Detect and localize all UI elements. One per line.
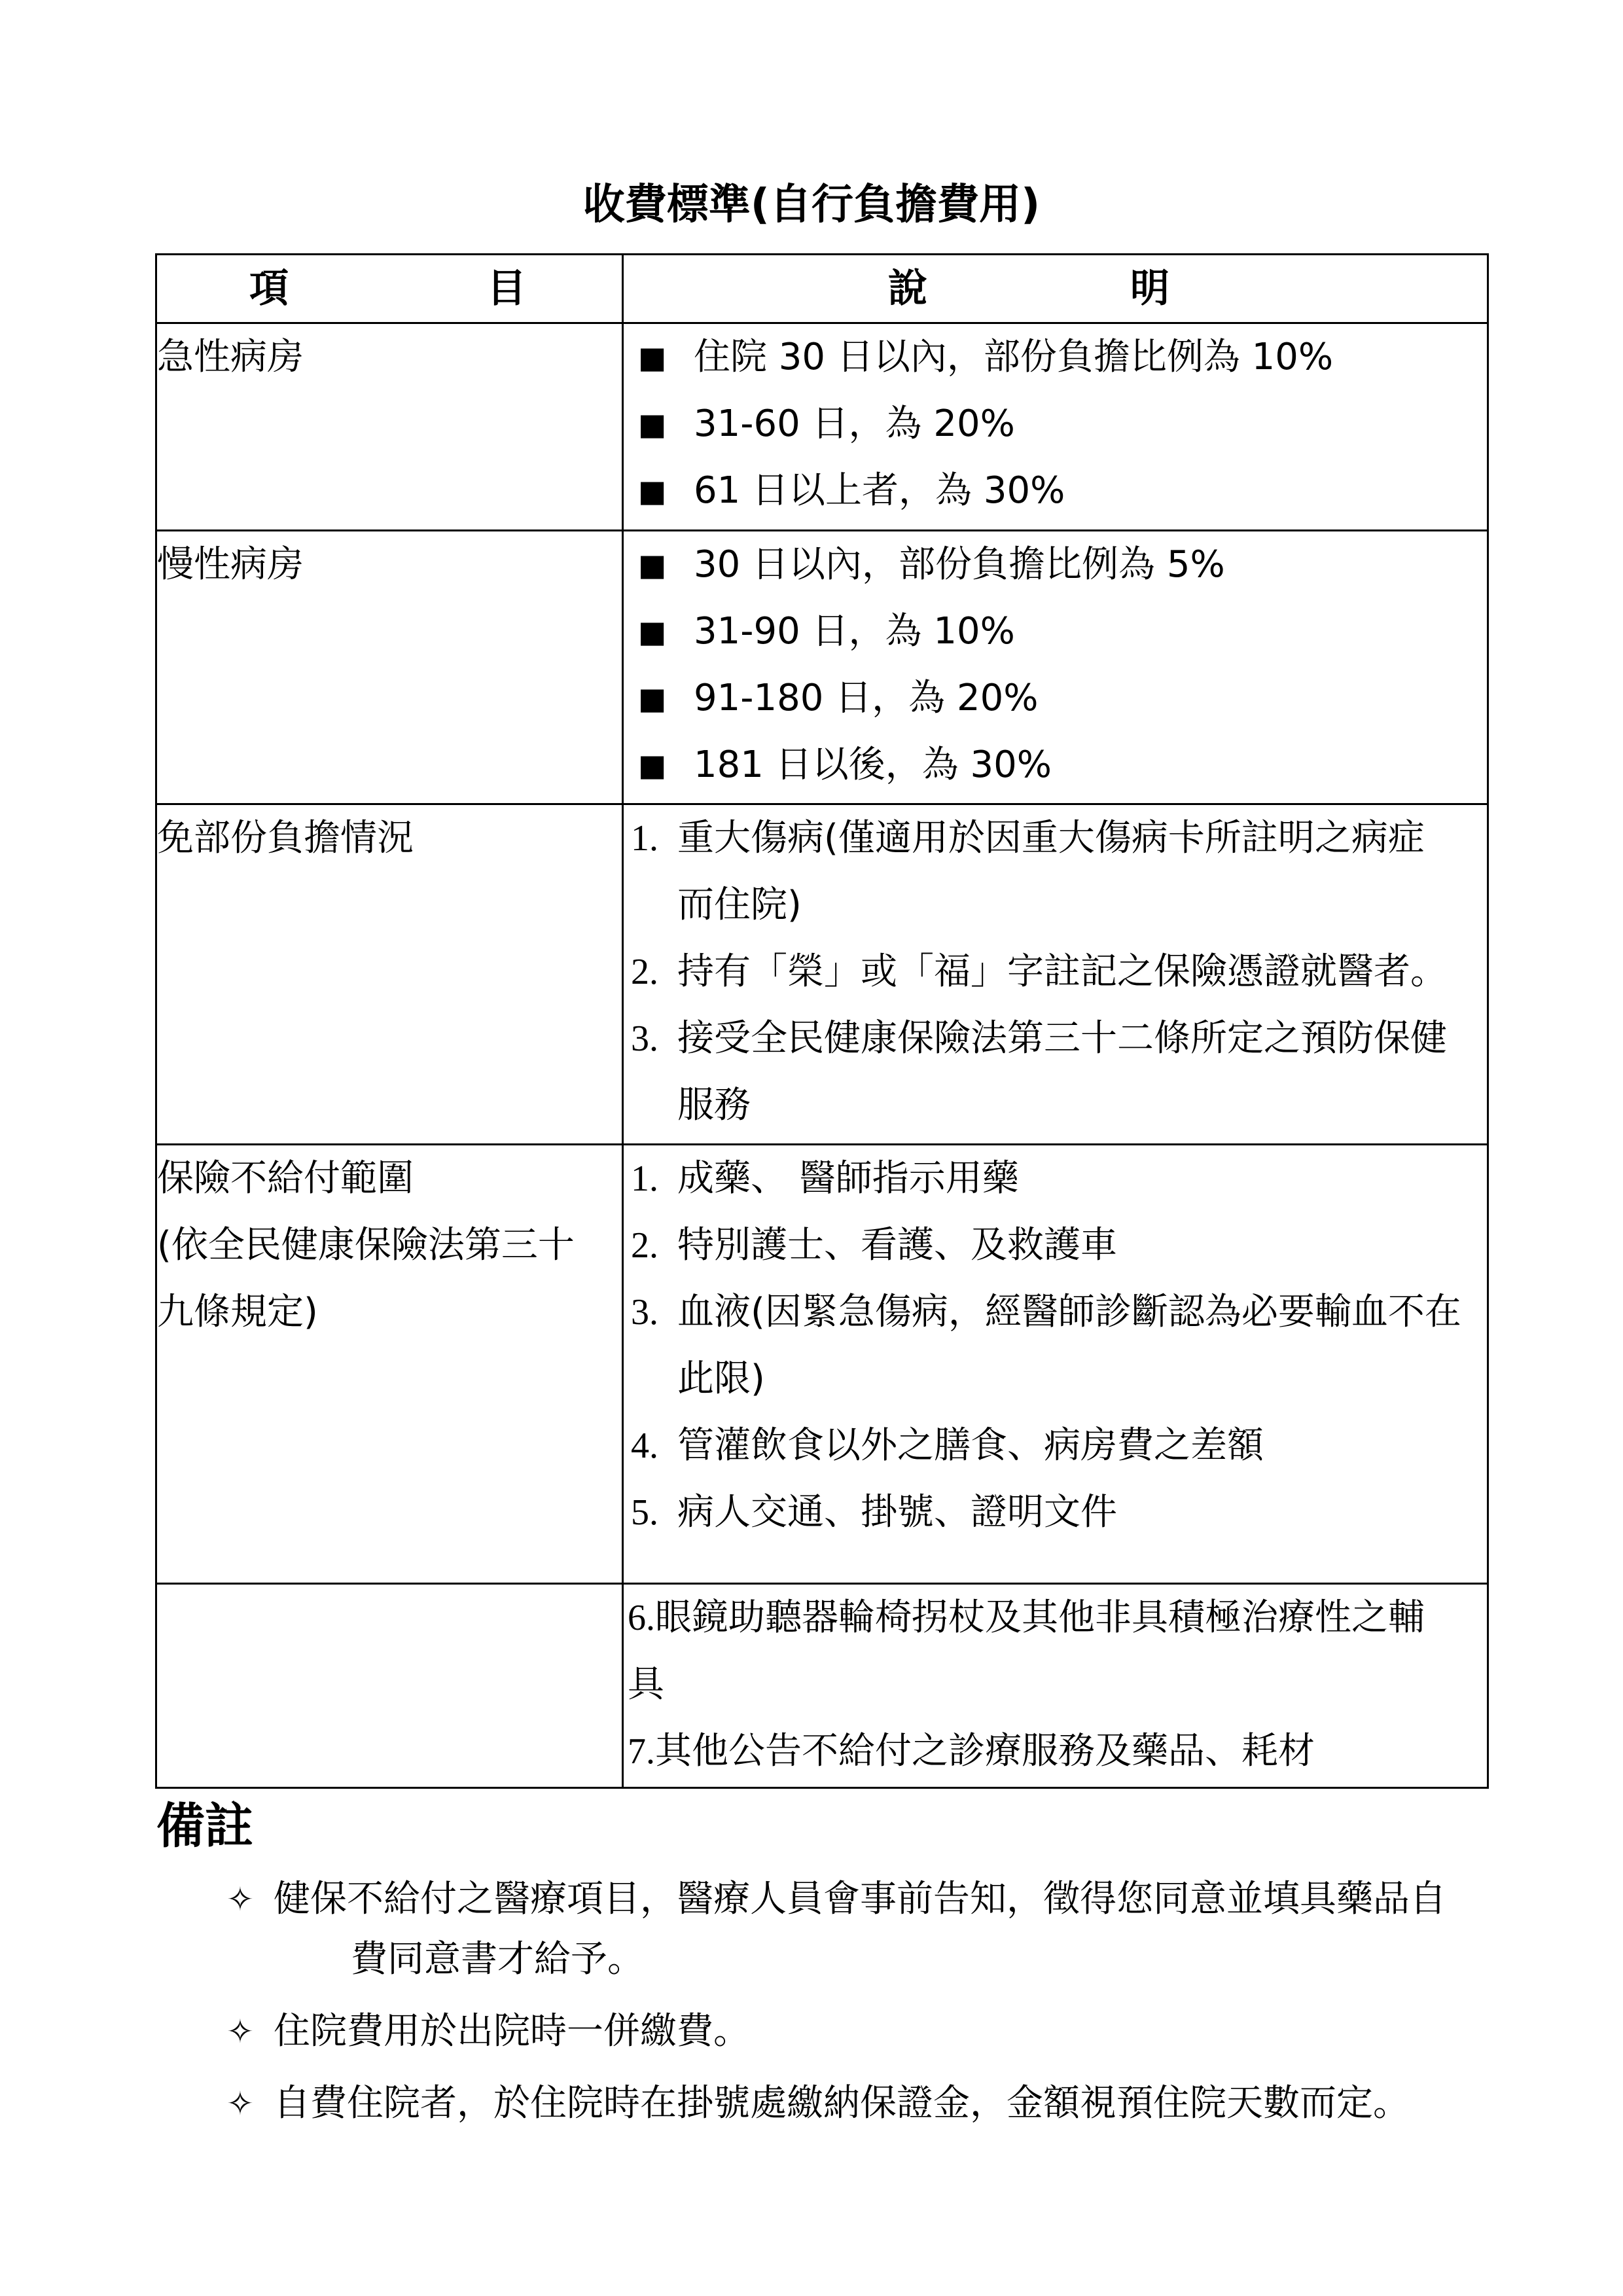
list-item-text: 91-180 日，為 20% (694, 677, 1039, 719)
list-item-text: 住院 30 日以內，部份負擔比例為 10% (694, 336, 1334, 378)
row-description (623, 531, 1488, 804)
list-item-text: 持有「榮」或「福」字註記之保險憑證就醫者。 (677, 950, 1447, 993)
table-row-chronic-ward (156, 531, 1488, 804)
row-label-empty (156, 1584, 623, 1788)
header-item-char: 目 (487, 266, 526, 312)
note-text: 費同意書才給予。 (351, 1938, 644, 1981)
list-item-text: 30 日以內，部份負擔比例為 5% (694, 543, 1225, 586)
list-item-first-line (628, 1718, 1487, 1785)
row-label (156, 1145, 623, 1584)
list-item (624, 805, 1487, 939)
list-item-text: 具 (628, 1663, 664, 1706)
row-label-line: 九條規定) (157, 1291, 318, 1333)
row-label-line: 急性病房 (157, 336, 304, 378)
table-header-row (156, 255, 1488, 323)
row-label-line: 慢性病房 (157, 543, 304, 586)
row-description (623, 804, 1488, 1145)
row-label-line: 保險不給付範圍 (157, 1157, 414, 1200)
table-row-not-covered-continued (156, 1584, 1488, 1788)
page-title: 收費標準(自行負擔費用) (582, 181, 1041, 229)
list-number: 6. (628, 1598, 655, 1638)
list-number: 1. (631, 818, 658, 859)
bullet-icon: ■ (638, 473, 667, 509)
list-number: 7. (628, 1731, 655, 1772)
list-item-text: 眼鏡助聽器輪椅拐杖及其他非具積極治療性之輔 (655, 1596, 1425, 1639)
list-number: 2. (631, 1225, 658, 1266)
list-item-text: 31-90 日，為 10% (694, 610, 1015, 653)
list-item-text: 病人交通、掛號、證明文件 (677, 1491, 1117, 1534)
bullet-icon: ■ (638, 406, 667, 442)
list-item (624, 1585, 1487, 1718)
list-item-text: 181 日以後，為 30% (694, 744, 1052, 786)
list-item (624, 598, 1487, 665)
list-item-text: 成藥、 醫師指示用藥 (677, 1157, 1019, 1200)
list-item (624, 1412, 1487, 1479)
header-description (623, 255, 1488, 323)
list-item (624, 1212, 1487, 1279)
list-item-text: 而住院) (677, 884, 802, 926)
list-item (624, 324, 1487, 391)
note-text: 住院費用於出院時一併繳費。 (274, 2010, 750, 2053)
header-item (156, 255, 623, 323)
bullet-icon: ■ (638, 547, 667, 583)
list-item-text: 其他公告不給付之診療服務及藥品、耗材 (655, 1730, 1315, 1772)
row-description (623, 1584, 1488, 1788)
star-bullet-icon: ✧ (226, 2085, 254, 2123)
fee-table (155, 253, 1489, 1789)
bullet-icon: ■ (638, 340, 667, 375)
row-label (156, 804, 623, 1145)
note-item (0, 2001, 1556, 2062)
note-text: 自費住院者，於住院時在掛號處繳納保證金，金額視預住院天數而定。 (274, 2082, 1410, 2125)
list-item (624, 1718, 1487, 1785)
note-item (0, 1869, 1556, 1990)
list-item (624, 1005, 1487, 1139)
list-item-text: 重大傷病(僅適用於因重大傷病卡所註明之病症 (677, 817, 1425, 859)
list-item-first-line (628, 1585, 1487, 1651)
list-number: 5. (631, 1492, 658, 1533)
table-row-acute-ward (156, 323, 1488, 531)
list-item (624, 665, 1487, 732)
list-number: 2. (631, 952, 658, 992)
header-item-char: 項 (249, 266, 289, 312)
row-label-line: (依全民健康保險法第三十 (157, 1224, 575, 1266)
header-description-char: 說 (888, 266, 927, 312)
list-number: 3. (631, 1292, 658, 1333)
list-item-text: 此限) (677, 1357, 765, 1400)
note-item (0, 2073, 1556, 2134)
list-item (624, 531, 1487, 598)
header-description-char: 明 (1130, 266, 1169, 312)
list-item-text: 61 日以上者，為 30% (694, 469, 1065, 512)
list-item (624, 732, 1487, 798)
list-item (624, 391, 1487, 457)
row-description (623, 1145, 1488, 1584)
notes-list (0, 1869, 1623, 2145)
bullet-icon: ■ (638, 681, 667, 716)
list-number: 3. (631, 1018, 658, 1059)
star-bullet-icon: ✧ (226, 1880, 254, 1918)
table-row-exemption (156, 804, 1488, 1145)
notes-heading: 備註 (156, 1798, 253, 1854)
list-item-text: 管灌飲食以外之膳食、病房費之差額 (677, 1424, 1264, 1467)
list-item (624, 1145, 1487, 1212)
star-bullet-icon: ✧ (226, 2013, 254, 2051)
bullet-icon: ■ (638, 747, 667, 783)
row-description (623, 323, 1488, 531)
list-item-text: 31-60 日，為 20% (694, 403, 1015, 445)
list-number: 4. (631, 1426, 658, 1466)
list-item-text: 服務 (677, 1084, 751, 1126)
list-item (624, 457, 1487, 524)
note-text: 健保不給付之醫療項目，醫療人員會事前告知，徵得您同意並填具藥品自 (274, 1878, 1446, 1920)
row-label-line: 免部份負擔情況 (157, 817, 414, 859)
list-item (624, 1479, 1487, 1546)
list-item-text: 接受全民健康保險法第三十二條所定之預防保健 (677, 1017, 1447, 1060)
list-item-text: 特別護士、看護、及救護車 (677, 1224, 1117, 1266)
list-item-text: 血液(因緊急傷病，經醫師診斷認為必要輸血不在 (677, 1291, 1461, 1333)
row-label (156, 323, 623, 531)
bullet-icon: ■ (638, 614, 667, 649)
list-item (624, 939, 1487, 1005)
list-number: 1. (631, 1158, 658, 1199)
row-label (156, 531, 623, 804)
list-item (624, 1279, 1487, 1412)
table-row-not-covered (156, 1145, 1488, 1584)
